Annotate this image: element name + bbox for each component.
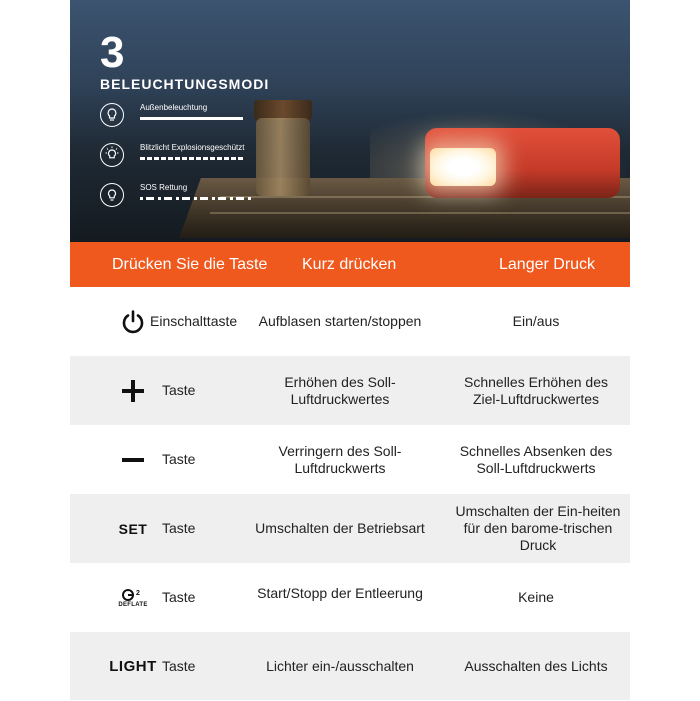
button-name: Taste	[162, 382, 196, 398]
table-row	[70, 632, 630, 700]
short-press-action: Erhöhen des Soll-Luftdruckwertes	[284, 373, 396, 407]
mode-outdoor	[100, 103, 300, 129]
set-icon	[98, 494, 168, 563]
header-long-press: Langer Druck	[499, 256, 596, 273]
mode-label: Außenbeleuchtung	[140, 103, 208, 112]
table-row	[70, 563, 630, 632]
long-press-action: Ein/aus	[512, 313, 560, 329]
deflate-icon-text: DEFLATE	[118, 601, 148, 608]
deflate-icon	[98, 563, 168, 632]
header-short-press: Kurz drücken	[302, 256, 397, 273]
pump-lamp	[430, 148, 496, 186]
long-press-action: Schnelles Absenken des Soll-Luftdruckwerts	[459, 442, 613, 476]
table-row	[70, 425, 630, 494]
table-plank	[210, 212, 630, 214]
long-press-action: Keine	[518, 589, 554, 605]
mode-label: SOS Rettung	[140, 183, 188, 192]
button-name: Taste	[162, 589, 196, 605]
mode-pattern-sos	[140, 197, 253, 200]
sos-icon	[100, 183, 124, 207]
table-row	[70, 287, 630, 356]
flash-bulb-icon	[100, 143, 124, 167]
light-icon-text: LIGHT	[109, 658, 157, 675]
light-icon	[98, 632, 168, 701]
table-row	[70, 356, 630, 425]
mode-count: 3	[100, 28, 125, 77]
table-row	[70, 494, 630, 563]
button-name: Einschalttaste	[150, 313, 238, 329]
header-button: Drücken Sie die Taste	[112, 256, 268, 273]
set-icon-text: SET	[118, 520, 148, 537]
short-press-action: Verringern des Soll-Luftdruckwerts	[278, 442, 402, 476]
table-header	[70, 242, 630, 287]
plus-icon	[98, 356, 168, 425]
mode-label: Blitzlicht Explosionsgeschützt	[140, 143, 245, 152]
long-press-action: Umschalten der Ein-heiten für den barome-trischen Druck	[455, 503, 621, 553]
short-press-action: Umschalten der Betriebsart	[255, 520, 425, 536]
svg-text:2: 2	[136, 589, 140, 597]
mode-pattern-solid	[140, 117, 243, 120]
mode-sos	[100, 183, 300, 209]
mode-flash	[100, 143, 300, 169]
button-name: Taste	[162, 451, 196, 467]
mode-pattern-dashed	[140, 157, 243, 160]
button-name: Taste	[162, 658, 196, 674]
hero-title: BELEUCHTUNGSMODI	[100, 76, 270, 92]
short-press-action: Aufblasen starten/stoppen	[258, 313, 422, 329]
minus-icon	[98, 425, 168, 494]
short-press-action: Lichter ein-/ausschalten	[266, 658, 414, 674]
product-infographic	[70, 0, 630, 700]
button-name: Taste	[162, 520, 196, 536]
long-press-action: Schnelles Erhöhen des Ziel-Luftdruckwertes	[464, 373, 608, 407]
hero-image	[70, 0, 630, 242]
bulb-icon	[100, 103, 124, 127]
long-press-action: Ausschalten des Lichts	[464, 658, 608, 674]
short-press-action: Start/Stopp der Entleerung	[257, 585, 423, 601]
